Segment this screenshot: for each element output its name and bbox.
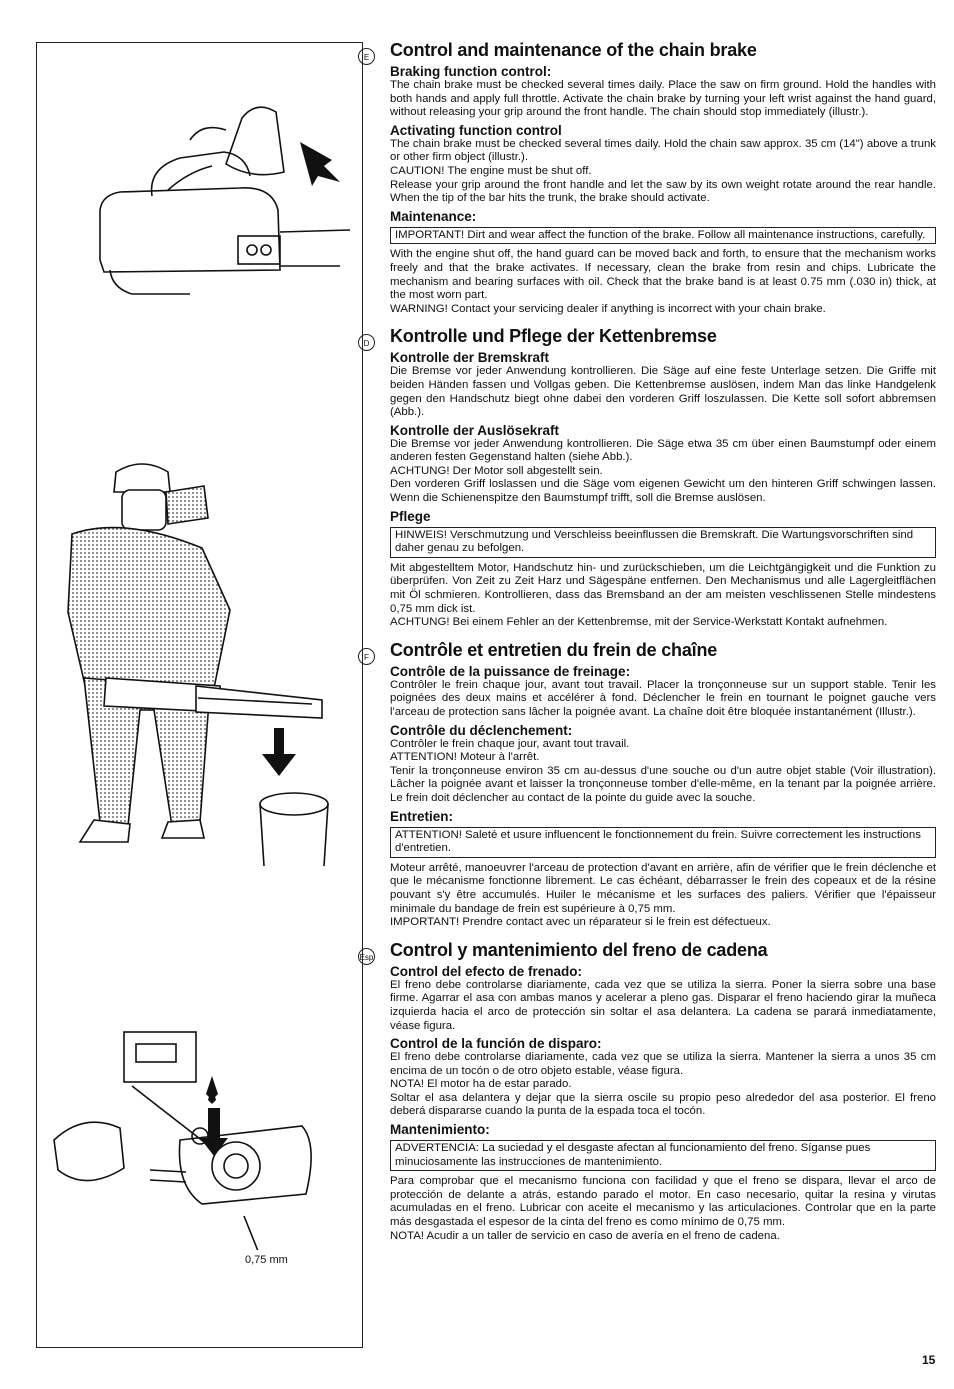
subheading: Kontrolle der Auslösekraft — [390, 422, 560, 438]
text-column — [360, 40, 936, 1243]
paragraph: Contrôler le frein chaque jour, avant tout travail. — [390, 737, 630, 750]
paragraph: El freno debe controlarse diariamente, cada vez que se utiliza la sierra. Poner la sierra sobre una base firme. Agarrar el asa con ambas manos y acelerar a pleno gas. Disparar el freno haciendo girar la muñeca izquierda hacia el arco de protección sin soltar el asa delantera. La cadena se parará inmediatamente, véase figura. — [390, 978, 936, 1032]
paragraph: El freno debe controlarse diariamente, cada vez que se utiliza la sierra. Mantener la sierra a unos 35 cm encima de un tocón o de otro objeto estable, véase figura. — [390, 1051, 936, 1077]
subheading: Braking function control: — [390, 64, 552, 79]
section-english — [360, 40, 936, 316]
section-french — [360, 640, 936, 930]
paragraph: Den vorderen Griff loslassen und die Säge vom eigenen Gewicht um den hinteren Griff schwingen lassen. Wenn die Schienenspitze den Baumstumpf trifft, soll die Bremse auslösen. — [390, 478, 936, 505]
caution-line: ACHTUNG! Der Motor soll abgestellt sein. — [390, 464, 603, 477]
operator-stump-illustration — [44, 460, 359, 880]
section-title: Contrôle et entretien du frein de chaîne — [390, 639, 718, 660]
section-spanish — [360, 940, 936, 1244]
paragraph: Tenir la tronçonneuse environ 35 cm au-dessus d'une souche ou d'un autre objet stable (Voir illustration). Lâcher la poignée avant et laisser la tronçonneuse tomber d'elle-même, en la tenant par la poignée arrière. Le frein doit déclencher au contact de la pointe du guide avec la souche. — [390, 764, 936, 804]
warning-line: IMPORTANT! Prendre contact avec un réparateur si le frein est défectueux. — [390, 916, 771, 929]
warning-line: ACHTUNG! Bei einem Fehler an der Kettenbremse, mit der Service-Werkstatt Kontakt aufnehmen. — [390, 616, 888, 629]
paragraph: The chain brake must be checked several times daily. Place the saw on firm ground. Hold the handles with both hands and apply full throttle. Activate the chain brake by turning your left wrist against the hand guard, without releasing your grip around the front handle. The chain should stop immediately (illustr.). — [390, 79, 936, 119]
language-mark-e: E — [358, 48, 375, 65]
paragraph: Mit abgestelltem Motor, Handschutz hin- und zurückschieben, um die Leichtgängigkeit und die Funktion zu überprüfen. Von Zeit zu Zeit Harz und Sägespäne entfernen. Den Mechanismus und alle Lagergleitflächen mit Öl schmieren. Kontrollieren, dass das Bremsband an der am meisten veschlissenen Stelle mindestens 0,75 mm dick ist. — [390, 561, 936, 615]
subheading: Contrôle du déclenchement: — [390, 722, 573, 738]
language-mark-d: D — [358, 334, 375, 351]
notice-box: ATTENTION! Saleté et usure influencent le fonctionnement du frein. Suivre correctement les instructions d'entretien. — [390, 827, 936, 858]
notice-box: HINWEIS! Verschmutzung und Verschleiss beeinflussen die Bremskraft. Die Wartungsvorschriften sind daher genau zu befolgen. — [390, 527, 936, 558]
subheading: Control de la función de disparo: — [390, 1036, 602, 1052]
section-german — [360, 326, 936, 630]
subheading: Contrôle de la puissance de freinage: — [390, 663, 631, 679]
chainsaw-hand-guard-illustration — [40, 100, 360, 310]
paragraph: Die Bremse vor jeder Anwendung kontrollieren. Die Säge etwa 35 cm über einen Baumstumpf oder einem anderen festen Gegenstand halten (siehe Abb.). — [390, 437, 936, 464]
page-number: 15 — [922, 1353, 936, 1367]
section-title: Control y mantenimiento del freno de cadena — [390, 939, 768, 960]
subheading: Activating function control — [390, 122, 562, 138]
notice-box: ADVERTENCIA: La suciedad y el desgaste afectan al funcionamiento del freno. Síganse pues minuciosamente las instrucciones de mantenimiento. — [390, 1140, 936, 1171]
warning-line: NOTA! Acudir a un taller de servicio en caso de avería en el freno de cadena. — [390, 1229, 780, 1242]
illustration-caption: 0,75 mm — [245, 1254, 288, 1266]
paragraph: Die Bremse vor jeder Anwendung kontrollieren. Die Säge auf eine feste Unterlage setzen. Die Griffe mit beiden Händen fassen und Vollgas geben. Die Kettenbremse auslösen, indem Man das linke Handgelenk gegen den Handschutz biegt ohne dabei den vorderen Griff loszulassen. Die Kette soll sofort abbremsen (Abb.). — [390, 365, 936, 419]
notice-box: IMPORTANT! Dirt and wear affect the function of the brake. Follow all maintenance instructions, carefully. — [390, 227, 936, 245]
caution-line: NOTA! El motor ha de estar parado. — [390, 1078, 572, 1091]
paragraph: Para comprobar que el mecanismo funciona con facilidad y que el freno se dispara, llevar el arco de protección de delante a atrás, estando parado el motor. En caso necesario, quitar la resina y virutas acumuladas en el freno. Lubricar con aceite el mecanismo y las articulaciones. Controlar que en la parte más desgastada el espesor de la cinta del freno es como mínimo de 0,75 mm. — [390, 1175, 936, 1229]
section-title: Control and maintenance of the chain brake — [390, 40, 757, 60]
subheading: Maintenance: — [390, 208, 477, 224]
brake-band-closeup-illustration — [40, 1020, 360, 1250]
paragraph: Moteur arrêté, manoeuvrer l'arceau de protection d'avant en arrière, afin de vérifier que le frein déclenche et que le mécanisme fonctionne librement. Le cas échéant, débarrasser le frein des copeaux et de la résine pouvant s'y être accumulés. Huiler le mécanisme et les surfaces des paliers. Vérifier que l'épaisseur minimale du bandage de frein est supérieure à 0,75 mm. — [390, 861, 936, 915]
caution-line: CAUTION! The engine must be shut off. — [390, 164, 592, 177]
subheading: Entretien: — [390, 808, 454, 824]
subheading: Kontrolle der Bremskraft — [390, 350, 550, 366]
language-mark-f: F — [358, 648, 375, 665]
subheading: Pflege — [390, 508, 431, 524]
paragraph: Release your grip around the front handle and let the saw by its own weight rotate around the rear handle. When the tip of the bar hits the trunk, the brake should activate. — [390, 178, 936, 205]
paragraph: With the engine shut off, the hand guard can be moved back and forth, to ensure that the mechanism works freely and that the brake activates. If necessary, clean the brake from resin and chips. Lubricate the mechanism and bearing surfaces with oil. Check that the brake band is at least 0.75 mm (.030 in) thick, at the most worn part. — [390, 248, 936, 302]
language-mark-esp: Esp — [358, 948, 375, 965]
caution-line: ATTENTION! Moteur à l'arrêt. — [390, 751, 540, 764]
subheading: Control del efecto de frenado: — [390, 963, 583, 979]
warning-line: WARNING! Contact your servicing dealer if anything is incorrect with your chain brake. — [390, 302, 826, 315]
section-title: Kontrolle und Pflege der Kettenbremse — [390, 326, 717, 347]
paragraph: Soltar el asa delantera y dejar que la sierra oscile su propio peso alrededor del asa posterior. El freno deberá dispararse cuando la punta de la espada toca el tocón. — [390, 1091, 936, 1118]
paragraph: The chain brake must be checked several times daily. Hold the chain saw approx. 35 cm (14") above a trunk or other firm object (illustr.). — [390, 137, 936, 164]
paragraph: Contrôler le frein chaque jour, avant tout travail. Placer la tronçonneuse sur un support stable. Tenir les poignées des deux mains et accélérer à fond. Déclencher le frein en tournant le poignet gauche vers l'arceau de protection sans lâcher la poignée avant. La chaîne doit être bloquée instantanément (Illustr.). — [390, 678, 936, 718]
subheading: Mantenimiento: — [390, 1122, 490, 1138]
